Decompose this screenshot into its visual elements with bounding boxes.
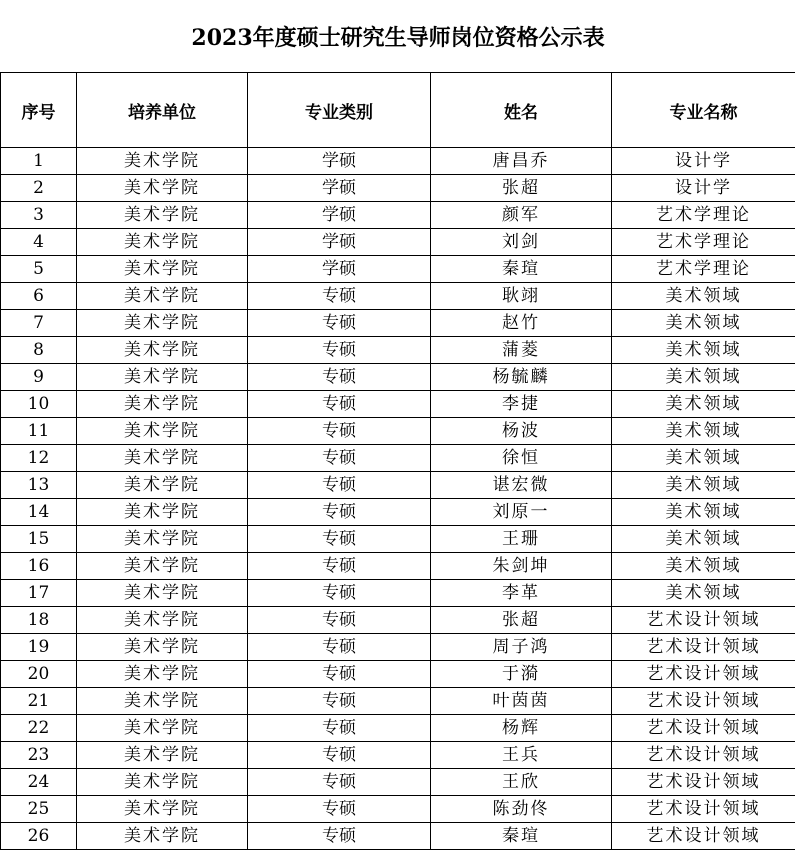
cell-major: 美术领域 (612, 418, 795, 445)
cell-name: 刘剑 (431, 229, 612, 256)
cell-category: 学硕 (248, 148, 431, 175)
cell-index: 12 (1, 445, 77, 472)
cell-unit: 美术学院 (77, 337, 248, 364)
cell-major: 艺术设计领域 (612, 688, 795, 715)
cell-category: 专硕 (248, 526, 431, 553)
cell-unit: 美术学院 (77, 283, 248, 310)
cell-index: 23 (1, 742, 77, 769)
table-row (1, 472, 795, 499)
table-row (1, 580, 795, 607)
table-row (1, 715, 795, 742)
cell-unit: 美术学院 (77, 499, 248, 526)
cell-name: 李捷 (431, 391, 612, 418)
table-row (1, 229, 795, 256)
cell-unit: 美术学院 (77, 472, 248, 499)
cell-category: 专硕 (248, 310, 431, 337)
cell-index: 25 (1, 796, 77, 823)
cell-category: 专硕 (248, 391, 431, 418)
column-header-name: 姓名 (431, 73, 612, 148)
cell-index: 26 (1, 823, 77, 850)
cell-category: 专硕 (248, 418, 431, 445)
table-row (1, 823, 795, 850)
cell-major: 艺术设计领域 (612, 769, 795, 796)
column-header-unit: 培养单位 (77, 73, 248, 148)
cell-index: 10 (1, 391, 77, 418)
cell-category: 学硕 (248, 175, 431, 202)
table-row (1, 607, 795, 634)
table-row (1, 337, 795, 364)
cell-category: 专硕 (248, 661, 431, 688)
cell-index: 6 (1, 283, 77, 310)
cell-name: 耿翊 (431, 283, 612, 310)
cell-major: 艺术设计领域 (612, 634, 795, 661)
table-row (1, 175, 795, 202)
column-header-category: 专业类别 (248, 73, 431, 148)
cell-unit: 美术学院 (77, 553, 248, 580)
cell-unit: 美术学院 (77, 796, 248, 823)
cell-name: 周子鸿 (431, 634, 612, 661)
table-row (1, 148, 795, 175)
cell-major: 美术领域 (612, 364, 795, 391)
cell-category: 专硕 (248, 364, 431, 391)
cell-name: 张超 (431, 175, 612, 202)
cell-name: 谌宏微 (431, 472, 612, 499)
cell-name: 秦瑄 (431, 823, 612, 850)
cell-unit: 美术学院 (77, 202, 248, 229)
cell-index: 7 (1, 310, 77, 337)
cell-unit: 美术学院 (77, 364, 248, 391)
table-row (1, 661, 795, 688)
cell-name: 王珊 (431, 526, 612, 553)
cell-major: 美术领域 (612, 310, 795, 337)
cell-major: 美术领域 (612, 283, 795, 310)
cell-category: 专硕 (248, 472, 431, 499)
cell-unit: 美术学院 (77, 580, 248, 607)
table-row (1, 364, 795, 391)
cell-name: 颜军 (431, 202, 612, 229)
cell-category: 专硕 (248, 823, 431, 850)
cell-name: 唐昌乔 (431, 148, 612, 175)
cell-unit: 美术学院 (77, 634, 248, 661)
cell-unit: 美术学院 (77, 715, 248, 742)
cell-major: 艺术设计领域 (612, 823, 795, 850)
cell-name: 刘原一 (431, 499, 612, 526)
cell-name: 杨辉 (431, 715, 612, 742)
cell-name: 王欣 (431, 769, 612, 796)
table-row (1, 796, 795, 823)
cell-unit: 美术学院 (77, 607, 248, 634)
cell-category: 专硕 (248, 580, 431, 607)
column-header-index: 序号 (1, 73, 77, 148)
cell-index: 22 (1, 715, 77, 742)
cell-unit: 美术学院 (77, 310, 248, 337)
cell-major: 艺术设计领域 (612, 796, 795, 823)
cell-major: 设计学 (612, 175, 795, 202)
cell-major: 美术领域 (612, 391, 795, 418)
cell-index: 4 (1, 229, 77, 256)
cell-category: 专硕 (248, 553, 431, 580)
cell-unit: 美术学院 (77, 823, 248, 850)
table-row (1, 283, 795, 310)
cell-major: 艺术设计领域 (612, 715, 795, 742)
cell-name: 杨波 (431, 418, 612, 445)
table-row (1, 418, 795, 445)
cell-index: 14 (1, 499, 77, 526)
cell-name: 陈劲佟 (431, 796, 612, 823)
cell-index: 16 (1, 553, 77, 580)
cell-major: 艺术设计领域 (612, 607, 795, 634)
cell-name: 徐恒 (431, 445, 612, 472)
cell-name: 朱剑坤 (431, 553, 612, 580)
cell-index: 13 (1, 472, 77, 499)
cell-major: 美术领域 (612, 337, 795, 364)
cell-major: 美术领域 (612, 445, 795, 472)
cell-unit: 美术学院 (77, 175, 248, 202)
cell-category: 专硕 (248, 283, 431, 310)
cell-index: 2 (1, 175, 77, 202)
cell-major: 艺术学理论 (612, 202, 795, 229)
cell-major: 艺术学理论 (612, 229, 795, 256)
cell-category: 专硕 (248, 607, 431, 634)
cell-name: 秦瑄 (431, 256, 612, 283)
cell-name: 于漪 (431, 661, 612, 688)
cell-major: 美术领域 (612, 526, 795, 553)
table-row (1, 688, 795, 715)
table-row (1, 445, 795, 472)
cell-unit: 美术学院 (77, 256, 248, 283)
table-row (1, 391, 795, 418)
cell-name: 叶茵茵 (431, 688, 612, 715)
cell-index: 8 (1, 337, 77, 364)
cell-major: 艺术学理论 (612, 256, 795, 283)
table-row (1, 202, 795, 229)
cell-unit: 美术学院 (77, 229, 248, 256)
cell-unit: 美术学院 (77, 661, 248, 688)
cell-category: 学硕 (248, 229, 431, 256)
cell-name: 蒲菱 (431, 337, 612, 364)
cell-index: 21 (1, 688, 77, 715)
cell-index: 1 (1, 148, 77, 175)
cell-major: 美术领域 (612, 472, 795, 499)
table-row (1, 256, 795, 283)
cell-category: 专硕 (248, 337, 431, 364)
cell-category: 专硕 (248, 688, 431, 715)
cell-major: 艺术设计领域 (612, 742, 795, 769)
header-row (1, 73, 795, 148)
table-row (1, 526, 795, 553)
cell-category: 专硕 (248, 742, 431, 769)
cell-major: 设计学 (612, 148, 795, 175)
table-row (1, 634, 795, 661)
cell-index: 17 (1, 580, 77, 607)
cell-index: 5 (1, 256, 77, 283)
cell-category: 专硕 (248, 634, 431, 661)
cell-category: 专硕 (248, 715, 431, 742)
cell-index: 24 (1, 769, 77, 796)
cell-name: 杨毓麟 (431, 364, 612, 391)
cell-index: 20 (1, 661, 77, 688)
cell-unit: 美术学院 (77, 391, 248, 418)
column-header-major: 专业名称 (612, 73, 795, 148)
cell-name: 张超 (431, 607, 612, 634)
table-row (1, 499, 795, 526)
cell-major: 艺术设计领域 (612, 661, 795, 688)
cell-index: 3 (1, 202, 77, 229)
cell-category: 专硕 (248, 445, 431, 472)
cell-index: 19 (1, 634, 77, 661)
cell-major: 美术领域 (612, 580, 795, 607)
cell-name: 赵竹 (431, 310, 612, 337)
cell-unit: 美术学院 (77, 148, 248, 175)
cell-index: 15 (1, 526, 77, 553)
table-row (1, 310, 795, 337)
cell-name: 王兵 (431, 742, 612, 769)
title-row (1, 0, 795, 73)
cell-category: 学硕 (248, 202, 431, 229)
table-row (1, 742, 795, 769)
cell-major: 美术领域 (612, 499, 795, 526)
cell-category: 学硕 (248, 256, 431, 283)
cell-index: 18 (1, 607, 77, 634)
cell-unit: 美术学院 (77, 742, 248, 769)
cell-major: 美术领域 (612, 553, 795, 580)
cell-index: 9 (1, 364, 77, 391)
page-title: 2023年度硕士研究生导师岗位资格公示表 (1, 0, 795, 73)
cell-category: 专硕 (248, 796, 431, 823)
cell-index: 11 (1, 418, 77, 445)
cell-unit: 美术学院 (77, 445, 248, 472)
table-row (1, 769, 795, 796)
cell-category: 专硕 (248, 499, 431, 526)
cell-unit: 美术学院 (77, 526, 248, 553)
cell-name: 李革 (431, 580, 612, 607)
table-row (1, 553, 795, 580)
cell-unit: 美术学院 (77, 418, 248, 445)
cell-unit: 美术学院 (77, 688, 248, 715)
cell-unit: 美术学院 (77, 769, 248, 796)
cell-category: 专硕 (248, 769, 431, 796)
